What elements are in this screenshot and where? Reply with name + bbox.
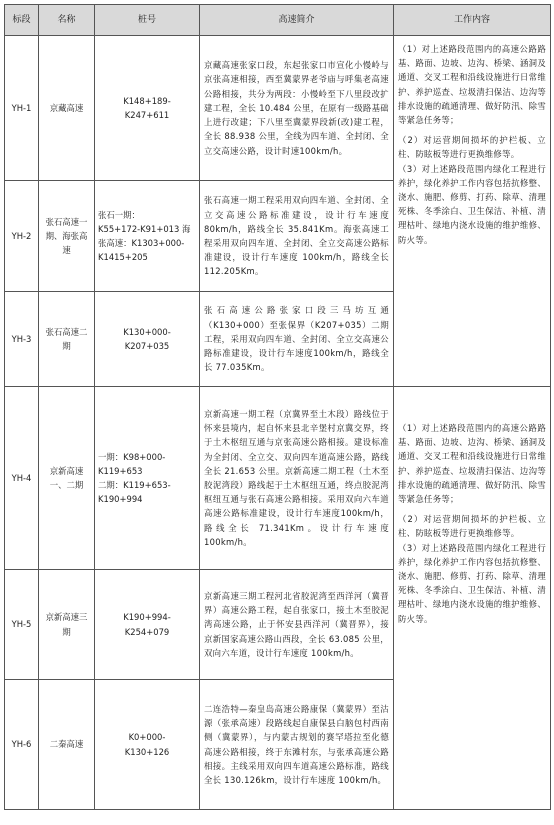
stake-line: K130+000-: [123, 326, 171, 337]
name-cell: 京藏高速: [39, 36, 95, 181]
name-cell: 二秦高速: [39, 680, 95, 810]
work-content-cell: [394, 387, 551, 810]
work-item: （2）对运营期间损坏的护栏板、立柱、防眩板等进行更换维修等。: [398, 514, 546, 539]
segment-cell: YH-6: [5, 680, 39, 810]
name-cell: 京新高速一、二期: [39, 387, 95, 570]
stake-line: 二期：K119+653-: [98, 480, 171, 490]
segment-cell: YH-2: [5, 181, 39, 292]
name-cell: 京新高速三期: [39, 570, 95, 680]
stake-line: K119+653: [98, 465, 143, 476]
table-row: [5, 387, 551, 570]
intro-cell: 二连浩特—秦皇岛高速公路康保（冀蒙界）至沽源（张承高速）段路线起自康保县白脑包村西南侧（冀蒙界），与内蒙古规划的赛罕塔拉至化德高速公路相接，终于东滩村东，与张承高速公路相接。主线采用双向四车道高速公路标准，路线全长 130.126km，设计行车速度 100km/h。: [200, 680, 394, 810]
work-item: （1）对上述路段范围内的高速公路路基、路面、边坡、边沟、桥梁、涵洞及通道、交叉工程和沿线设施进行日常维护、养护巡查、垃圾清扫保洁、边沟等排水设施的疏通清理、做好防汛、除雪等紧急任务等；: [398, 44, 546, 126]
header-work: 工作内容: [394, 5, 551, 36]
name-cell: 张石高速二期: [39, 292, 95, 387]
table-header-row: [5, 5, 551, 36]
segment-cell: YH-5: [5, 570, 39, 680]
stake-line: K148+189-: [123, 95, 171, 106]
stake-cell: [95, 387, 200, 570]
stake-line: K1415+205: [98, 252, 148, 263]
stake-line: 张高速：K1303+000-: [98, 238, 185, 248]
work-item: （3）对上述路段范围内绿化工程进行养护，绿化养护工作内容包括抗修整、浇水、施肥、修剪、打药、除草、清理死株、冬季涂白、卫生保洁、补植、清理枯叶、绿地内浇水设施的维护维修、防火等。: [398, 542, 546, 624]
intro-cell: 张石高速一期工程采用双向四车道、全封闭、全立交高速公路标准建设，设计行车速度 80km/h，路线全长 35.841Km。海张高速工程采用双向四车道、全封闭、全立交高速公路标准建设，设计行车速度 100km/h，路线全长 112.205Km。: [200, 181, 394, 292]
stake-line: K190+994-: [123, 612, 171, 623]
header-stake: 桩号: [95, 5, 200, 36]
intro-cell: 张石高速公路张家口段三马坊互通（K130+000）至张保界（K207+035）二期工程，采用双向四车道、全封闭、全立交高速公路标准建设，设计行车速度100km/h，路线全长 77.035Km。: [200, 292, 394, 387]
intro-cell: 京新高速一期工程（京冀界至土木段）路线位于怀来县境内，起自怀来县北辛堡村京冀交界，终于土木枢纽互通与京张高速公路相接。建设标准为全封闭、全立交、双向四车道高速公路，路线全长 21.653 公里。京新高速二期工程（土木至胶泥湾段）路线起于土木枢纽互通，终点胶泥湾枢纽互通与张石高速公路相接。采用双向六车道高速公路标准建设，设计行车速度100km/h，路线全长 71.341Km。设计行车速度 100km/h。: [200, 387, 394, 570]
segment-cell: YH-3: [5, 292, 39, 387]
intro-cell: 京新高速三期工程河北省胶泥湾至西洋河（冀晋界）高速公路工程，起自张家口，接土木至胶泥湾高速公路，止于怀安县西洋河（冀晋界），接京新国家高速公路山西段，全长 63.085 公里，双向六车道，设计行车速度 100km/h。: [200, 570, 394, 680]
header-segment: 标段: [5, 5, 39, 36]
stake-line: K0+000-: [128, 732, 166, 743]
header-intro: 高速简介: [200, 5, 394, 36]
name-cell: 张石高速一期、海张高速: [39, 181, 95, 292]
stake-line: K247+611: [124, 110, 170, 120]
stake-cell: [95, 181, 200, 292]
stake-line: K190+994: [98, 494, 143, 505]
stake-line: K55+172-K91+013 海: [98, 223, 191, 234]
intro-cell: 京藏高速张家口段，东起张家口市宣化小慢岭与京张高速相接，西至冀蒙界老爷庙与呼集老高速公路相接，共分为两段：小慢岭至下八里段改扩建工程，全长 10.484 公里，在原有一级路基础上进行改建；下八里至冀蒙界段新(改)建工程，全长 88.938 公里，全线为四车道、全封闭、全立交高速公路，设计时速100km/h。: [200, 36, 394, 181]
stake-line: K254+079: [124, 626, 170, 637]
header-name: 名称: [39, 5, 95, 36]
segment-cell: YH-4: [5, 387, 39, 570]
table-row: [5, 36, 551, 181]
work-item: （2）对运营期间损坏的护栏板、立柱、防眩板等进行更换维修等。: [398, 135, 546, 160]
stake-cell: [95, 292, 200, 387]
work-content-cell: [394, 36, 551, 387]
stake-line: 一期：K98+000-: [98, 451, 166, 462]
stake-line: 张石一期：: [98, 209, 140, 220]
stake-cell: [95, 36, 200, 181]
work-item: （1）对上述路段范围内的高速公路路基、路面、边坡、边沟、桥梁、涵洞及通道、交叉工程和沿线设施进行日常维护、养护巡查、垃圾清扫保洁、边沟等排水设施的疏通清理、做好防汛、除雪等紧急任务等；: [398, 423, 546, 505]
stake-line: K207+035: [124, 341, 170, 351]
stake-cell: [95, 570, 200, 680]
segment-cell: YH-1: [5, 36, 39, 181]
highway-segment-table: [4, 4, 551, 810]
work-item: （3）对上述路段范围内绿化工程进行养护，绿化养护工作内容包括抗修整、浇水、施肥、修剪、打药、除草、清理死株、冬季涂白、卫生保洁、补植、清理枯叶、绿地内浇水设施的维护维修、防火等。: [398, 163, 546, 245]
stake-cell: [95, 680, 200, 810]
stake-line: K130+126: [124, 746, 170, 757]
